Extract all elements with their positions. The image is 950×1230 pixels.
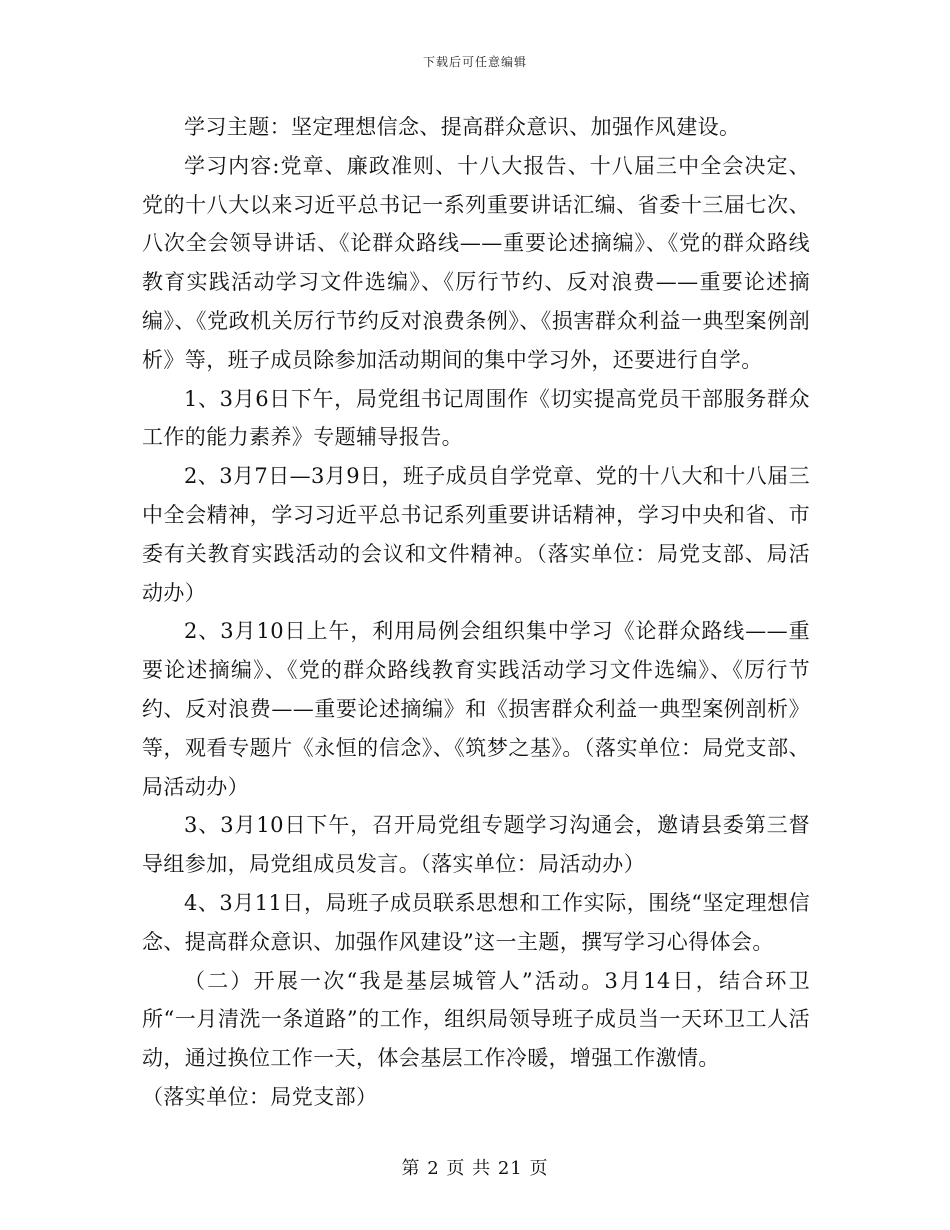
paragraph-study-content: 学习内容:党章、廉政准则、十八大报告、十八届三中全会决定、党的十八大以来习近平总书记一系列重要讲话汇编、省委十三届七次、八次全会领导讲话、《论群众路线——重要论述摘编》、《党的群众路线教育实践活动学习文件选编》、《厉行节约、反对浪费——重要论述摘编》、《党政机关厉行节约反对浪费条例》、《损害群众利益一典型案例剖析》等，班子成员除参加活动期间的集中学习外，还要进行自学。 [142,153,810,372]
paragraph-study-theme: 学习主题：坚定理想信念、提高群众意识、加强作风建设。 [184,115,741,139]
paragraph-closing: （落实单位：局党支部） [142,1084,378,1109]
page-header-note: 下载后可任意编辑 [422,55,527,69]
paragraph-section-2: （二）开展一次“我是基层城管人”活动。3月14日，结合环卫所“一月清洗一条道路”的工作，组织局领导班子成员当一天环卫工人活动，通过换位工作一天，体会基层工作冷暖，增强工作激情。 [142,968,810,1071]
paragraph-item-4: 4、3月11日，局班子成员联系思想和工作实际，围绕“坚定理想信念、提高群众意识、加强作风建设”这一主题，撰写学习心得体会。 [142,890,810,954]
paragraph-item-3: 3、3月10日下午，召开局党组专题学习沟通会，邀请县委第三督导组参加，局党组成员发言。（落实单位：局活动办） [142,813,810,877]
page-footer: 第 2 页 共 21 页 [401,1158,549,1179]
paragraph-item-1: 1、3月6日下午，局党组书记周围作《切实提高党员干部服务群众工作的能力素养》专题辅导报告。 [142,386,810,450]
document-body [142,108,810,1117]
paragraph-item-2b: 2、3月10日上午，利用局例会组织集中学习《论群众路线——重要论述摘编》、《党的群众路线教育实践活动学习文件选编》、《厉行节约、反对浪费——重要论述摘编》和《损害群众利益一典型案例剖析》等，观看专题片《永恒的信念》、《筑梦之基》。（落实单位：局党支部、局活动办） [142,619,810,799]
paragraph-item-2a: 2、3月7日—3月9日，班子成员自学党章、党的十八大和十八届三中全会精神，学习习近平总书记系列重要讲话精神，学习中央和省、市委有关教育实践活动的会议和文件精神。（落实单位：局党支部、局活动办） [142,464,810,605]
